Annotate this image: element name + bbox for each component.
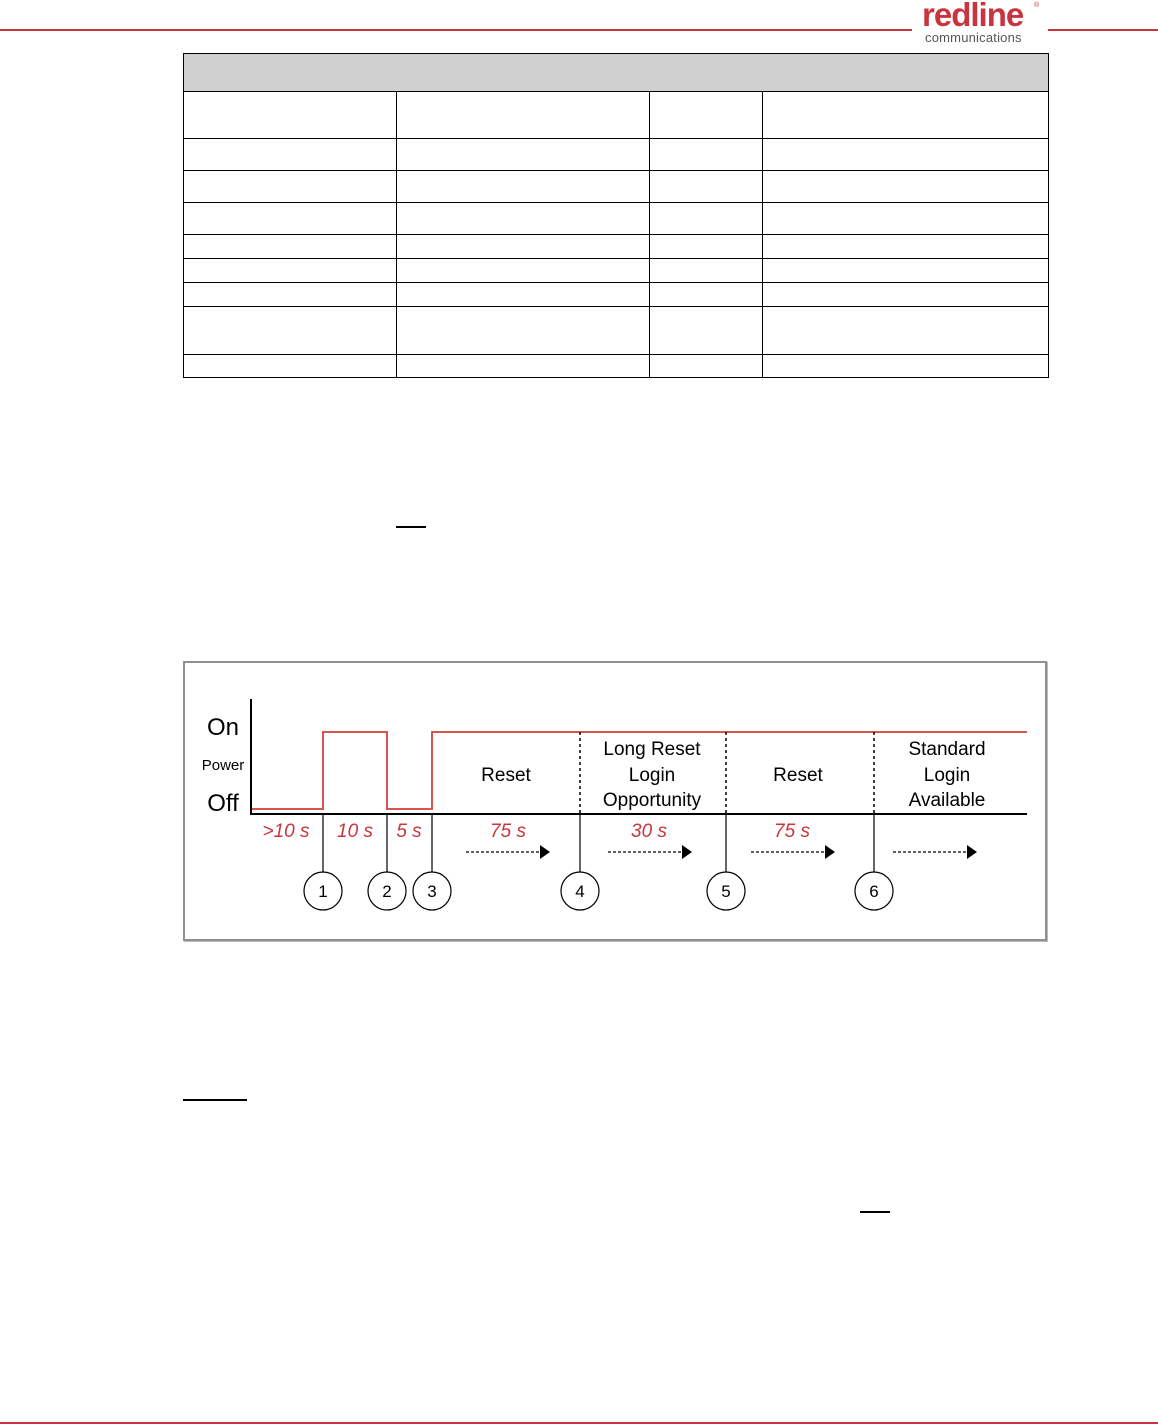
label-on: On [206,714,240,741]
arrow-head [682,845,692,859]
phase-label-long-reset: Long Reset [603,739,701,760]
table-row [184,139,1049,171]
footer-rule [0,1422,1158,1424]
redline-logo [922,0,1044,46]
marker-number-1: 1 [318,882,328,901]
table-row [184,203,1049,235]
power-cycle-timing-diagram [183,661,1047,941]
table-row [184,259,1049,283]
table-row [184,283,1049,307]
spec-table [183,53,1049,378]
duration-label: 5 s [396,821,422,842]
logo-subtitle: communications [925,30,1022,45]
text-underline-mark [183,1099,247,1101]
phase-label-login-2: Login [923,765,971,786]
logo-registered-mark: ® [1034,2,1040,9]
phase-label-reset: Reset [481,765,531,786]
table-row [184,171,1049,203]
text-underline-mark [396,526,426,528]
table-header-row [184,54,1049,92]
arrow-head [540,845,550,859]
marker-number-2: 2 [382,882,392,901]
duration-label: 30 s [631,821,667,842]
table-row [184,92,1049,139]
header-rule [0,29,912,31]
label-power: Power [201,757,245,774]
marker-number-3: 3 [427,882,437,901]
phase-label-opportunity: Opportunity [602,790,702,811]
arrow-head [967,845,977,859]
phase-label-reset-2: Reset [773,765,823,786]
table-row [184,355,1049,378]
phase-label-available: Available [908,790,986,811]
duration-label: 75 s [490,821,526,842]
duration-label: 10 s [337,821,373,842]
marker-number-6: 6 [869,882,879,901]
arrow-head [825,845,835,859]
duration-label: 75 s [774,821,810,842]
logo-wordmark: redline [922,0,1024,33]
phase-label-login: Login [628,765,676,786]
table-header-cell [184,54,1049,92]
duration-label: >10 s [262,821,310,842]
text-underline-mark [860,1211,890,1213]
marker-number-4: 4 [575,882,585,901]
marker-number-5: 5 [721,882,731,901]
table-row [184,235,1049,259]
label-off: Off [207,790,239,817]
header-rule-right [1048,29,1158,31]
table-row [184,307,1049,355]
phase-label-standard: Standard [908,739,986,760]
